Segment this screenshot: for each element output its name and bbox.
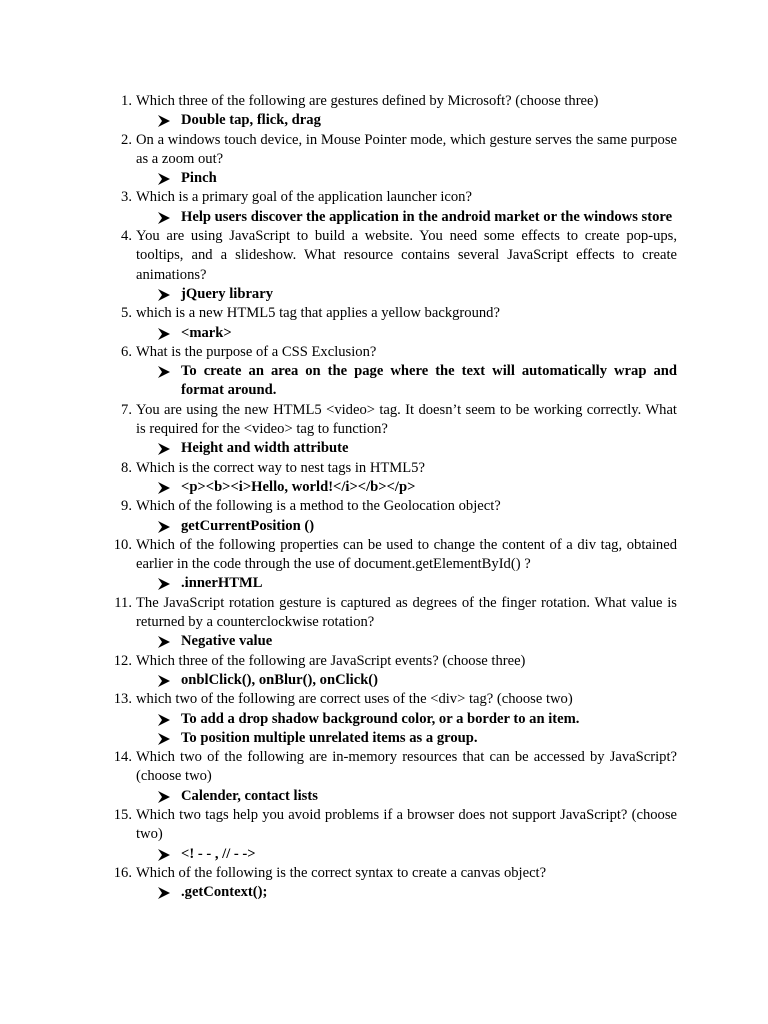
arrow-bullet-icon (157, 482, 171, 494)
question-number: 16. (113, 864, 132, 881)
question-item (106, 748, 677, 787)
question-number: 15. (113, 806, 132, 823)
question-text: On a windows touch device, in Mouse Pointer mode, which gesture serves the same purpose as a zoom out? (136, 131, 677, 167)
question-item (106, 304, 677, 323)
answer-item (106, 574, 677, 593)
answer-item (106, 729, 677, 748)
answer-text: To create an area on the page where the text will automatically wrap and format around. (181, 363, 677, 399)
question-text: What is the purpose of a CSS Exclusion? (136, 343, 377, 360)
question-text: which two of the following are correct uses of the <div> tag? (choose two) (136, 691, 573, 708)
arrow-bullet-icon (157, 733, 171, 745)
answer-text: Height and width attribute (181, 440, 349, 457)
answer-text: <p><b><i>Hello, world!</i></b></p> (181, 478, 416, 495)
answer-item (106, 517, 677, 536)
answer-text: .getContext(); (181, 884, 268, 901)
answer-text: To add a drop shadow background color, or a border to an item. (181, 710, 580, 727)
question-item (106, 401, 677, 440)
answer-item (106, 208, 677, 227)
question-number: 12. (113, 652, 132, 669)
arrow-bullet-icon (157, 443, 171, 455)
question-item (106, 459, 677, 478)
question-number: 10. (113, 536, 132, 553)
question-item (106, 536, 677, 575)
answer-item (106, 111, 677, 130)
answer-text: Negative value (181, 633, 273, 650)
answer-item (106, 787, 677, 806)
question-number: 3. (121, 189, 132, 206)
answer-text: To position multiple unrelated items as a group. (181, 729, 478, 746)
question-text: Which is the correct way to nest tags in HTML5? (136, 459, 425, 476)
answer-text: .innerHTML (181, 575, 263, 592)
answer-item (106, 478, 677, 497)
answer-item (106, 710, 677, 729)
arrow-bullet-icon (157, 849, 171, 861)
question-item (106, 690, 677, 709)
question-item (106, 227, 677, 285)
question-number: 1. (121, 93, 132, 109)
arrow-bullet-icon (157, 289, 171, 301)
answer-item (106, 883, 677, 902)
arrow-bullet-icon (157, 328, 171, 340)
question-list (106, 92, 677, 902)
arrow-bullet-icon (157, 173, 171, 185)
answer-text: getCurrentPosition () (181, 517, 315, 534)
arrow-bullet-icon (157, 791, 171, 803)
question-number: 14. (113, 749, 132, 766)
question-number: 8. (121, 459, 132, 476)
answer-item (106, 285, 677, 304)
question-text: The JavaScript rotation gesture is captured as degrees of the finger rotation. What value is returned by a counterclockwise rotation? (136, 594, 677, 631)
answer-text: onblClick(), onBlur(), onClick() (181, 671, 379, 688)
answer-item (106, 324, 677, 343)
question-text: Which of the following is the correct syntax to create a canvas object? (136, 864, 547, 881)
arrow-bullet-icon (157, 115, 171, 127)
answer-item (106, 439, 677, 458)
answer-text: <mark> (181, 324, 232, 341)
answer-item (106, 845, 677, 864)
question-item (106, 497, 677, 516)
question-text: Which three of the following are JavaScript events? (choose three) (136, 652, 526, 669)
question-number: 2. (121, 131, 132, 148)
arrow-bullet-icon (157, 578, 171, 590)
question-item (106, 594, 677, 633)
question-item (106, 131, 677, 170)
question-text: You are using JavaScript to build a website. You need some effects to create pop-ups, tooltips, and a slideshow. What resource contains several JavaScript effects to create animations? (136, 228, 677, 283)
question-item (106, 92, 677, 111)
answer-text: Help users discover the application in the android market or the windows store (181, 208, 673, 225)
question-text: Which two of the following are in-memory resources that can be accessed by JavaScript? (choose two) (136, 749, 677, 785)
arrow-bullet-icon (157, 636, 171, 648)
question-item (106, 806, 677, 845)
question-number: 7. (121, 401, 132, 418)
arrow-bullet-icon (157, 714, 171, 726)
question-number: 6. (121, 343, 132, 360)
question-number: 4. (121, 228, 132, 245)
answer-text: Double tap, flick, drag (181, 112, 321, 129)
question-item (106, 188, 677, 207)
question-number: 5. (121, 305, 132, 322)
arrow-bullet-icon (157, 887, 171, 899)
question-number: 9. (121, 498, 132, 515)
arrow-bullet-icon (157, 212, 171, 224)
question-item (106, 864, 677, 883)
arrow-bullet-icon (157, 675, 171, 687)
answer-item (106, 169, 677, 188)
question-text: Which is a primary goal of the application launcher icon? (136, 189, 472, 206)
question-number: 13. (113, 691, 132, 708)
arrow-bullet-icon (157, 521, 171, 533)
answer-item (106, 632, 677, 651)
answer-item (106, 671, 677, 690)
question-number: 11. (114, 594, 132, 611)
question-item (106, 652, 677, 671)
answer-text: Calender, contact lists (181, 787, 318, 804)
answer-text: jQuery library (181, 285, 274, 302)
question-text: Which of the following is a method to the Geolocation object? (136, 498, 501, 515)
question-text: Which three of the following are gestures defined by Microsoft? (choose three) (136, 93, 599, 109)
answer-text: <! - - , // - -> (181, 845, 256, 862)
question-text: You are using the new HTML5 <video> tag. It doesn’t seem to be working correctly. What is required for the <video> tag to function? (136, 401, 677, 438)
question-text: Which two tags help you avoid problems if a browser does not support JavaScript? (choose two) (136, 806, 677, 843)
arrow-bullet-icon (157, 366, 171, 378)
answer-item (106, 362, 677, 401)
question-text: which is a new HTML5 tag that applies a yellow background? (136, 305, 500, 322)
question-item (106, 343, 677, 362)
question-text: Which of the following properties can be used to change the content of a div tag, obtained earlier in the code through the use of document.getElementById() ? (136, 536, 677, 573)
answer-text: Pinch (181, 170, 217, 187)
